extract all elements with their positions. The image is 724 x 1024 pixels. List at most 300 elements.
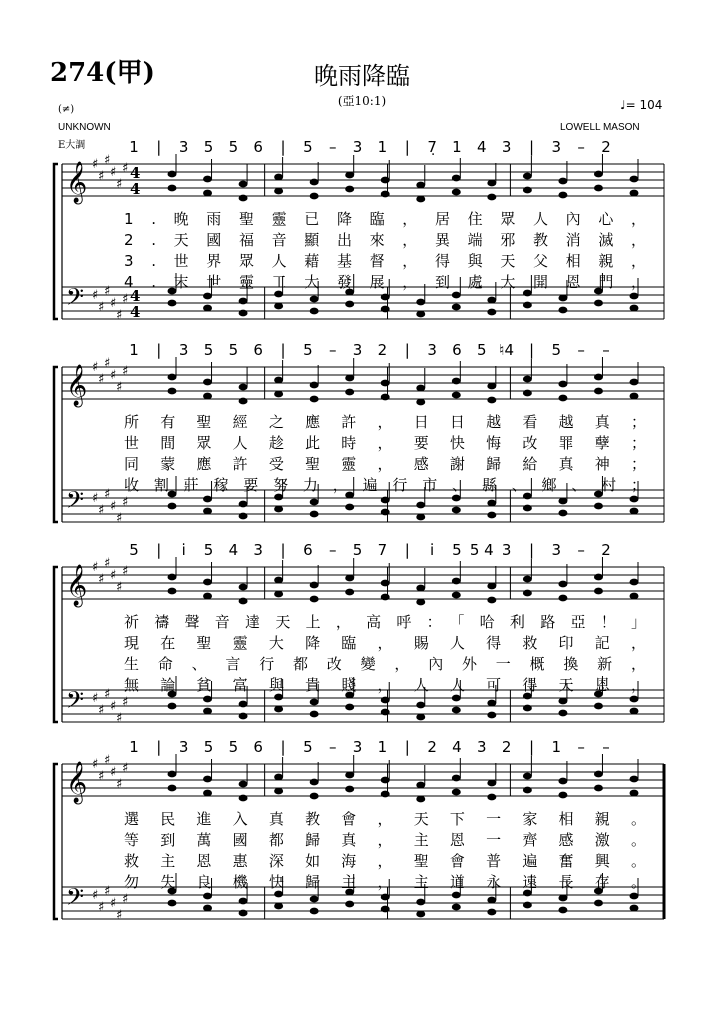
lyric-line bbox=[124, 413, 646, 431]
lyric-line bbox=[124, 634, 646, 652]
notehead bbox=[416, 911, 425, 918]
notehead bbox=[523, 376, 532, 383]
notehead bbox=[381, 791, 390, 798]
notehead bbox=[558, 381, 567, 388]
system-bracket bbox=[54, 567, 58, 722]
jianpu-note: 1 bbox=[129, 341, 139, 359]
sharp-icon: ♯ bbox=[110, 296, 117, 311]
notehead bbox=[594, 171, 603, 178]
jianpu-note: 5 bbox=[228, 138, 239, 156]
lyric-text: 救主恩惠深如海，聖會普遍奮興。 bbox=[124, 852, 646, 870]
jianpu-note: 1 bbox=[377, 738, 388, 756]
notehead bbox=[594, 771, 603, 778]
notehead bbox=[345, 186, 354, 193]
notehead bbox=[274, 694, 283, 701]
time-signature: 4 bbox=[130, 180, 141, 198]
jianpu-note: | bbox=[156, 138, 162, 156]
jianpu-note: | bbox=[528, 341, 535, 359]
sharp-icon: ♯ bbox=[104, 753, 111, 768]
notehead bbox=[594, 785, 603, 792]
notehead bbox=[168, 703, 177, 710]
jianpu-note: 1 bbox=[452, 138, 462, 156]
notehead bbox=[523, 787, 532, 794]
notehead bbox=[310, 582, 319, 589]
notehead bbox=[416, 385, 425, 392]
lyric-line bbox=[124, 613, 646, 631]
notehead bbox=[487, 180, 496, 187]
notehead bbox=[345, 786, 354, 793]
jianpu-note: ♮4 bbox=[499, 341, 515, 359]
jianpu-note: 3 bbox=[551, 138, 562, 156]
jianpu-note: | bbox=[528, 738, 535, 756]
notehead bbox=[310, 896, 319, 903]
jianpu-note: – bbox=[328, 138, 337, 156]
scripture-reference: (亞10:1) bbox=[337, 94, 387, 108]
sharp-icon: ♯ bbox=[92, 360, 99, 375]
treble-staff bbox=[62, 153, 664, 204]
notehead bbox=[416, 399, 425, 406]
jianpu-note: | bbox=[156, 541, 162, 559]
jianpu-line bbox=[129, 138, 611, 156]
notehead bbox=[523, 902, 532, 909]
sharp-icon: ♯ bbox=[92, 560, 99, 575]
lyric-text: 所有聖經之應許，日日越看越真； bbox=[124, 413, 646, 431]
notehead bbox=[452, 592, 461, 599]
lyric-line bbox=[124, 231, 646, 249]
notehead bbox=[239, 795, 248, 802]
time-signature: 4 bbox=[130, 287, 141, 305]
notehead bbox=[239, 384, 248, 391]
key-signature-label: E大調 bbox=[58, 140, 86, 151]
notehead bbox=[168, 491, 177, 498]
lyric-line bbox=[124, 831, 646, 849]
notehead bbox=[381, 709, 390, 716]
notehead bbox=[523, 590, 532, 597]
lyric-line bbox=[124, 273, 646, 291]
jianpu-note: | bbox=[404, 541, 410, 559]
notehead bbox=[239, 713, 248, 720]
notehead bbox=[239, 501, 248, 508]
notehead bbox=[487, 780, 496, 787]
jianpu-note: 1 bbox=[377, 138, 388, 156]
jianpu-note: – bbox=[577, 138, 585, 156]
jianpu-note: | bbox=[280, 341, 286, 359]
jianpu-note: 1 bbox=[551, 738, 562, 756]
notehead bbox=[345, 389, 354, 396]
notehead bbox=[416, 899, 425, 906]
notehead bbox=[558, 595, 567, 602]
lyric-text: 生命、言行都改變，內外一概換新， bbox=[124, 655, 646, 673]
notehead bbox=[381, 497, 390, 504]
sharp-icon: ♯ bbox=[122, 161, 129, 176]
jianpu-note: – bbox=[602, 341, 610, 359]
jianpu-note: | bbox=[280, 738, 286, 756]
lyric-line bbox=[124, 252, 646, 270]
lyric-text: 等到萬國都歸真，主恩一齊感激。 bbox=[124, 831, 646, 849]
lyric-text: 1.晚雨聖靈已降臨，居住眾人內心， bbox=[124, 210, 646, 228]
jianpu-line bbox=[129, 541, 611, 559]
jianpu-note: 3 bbox=[352, 138, 363, 156]
notehead bbox=[168, 374, 177, 381]
sharp-icon: ♯ bbox=[122, 761, 129, 776]
notehead bbox=[203, 790, 212, 797]
notehead bbox=[452, 292, 461, 299]
meter-mark: (≠) bbox=[58, 104, 75, 115]
notehead bbox=[452, 695, 461, 702]
notehead bbox=[630, 579, 639, 586]
lyric-line bbox=[124, 434, 646, 452]
notehead bbox=[523, 576, 532, 583]
jianpu-note: 5 bbox=[303, 138, 313, 156]
notehead bbox=[381, 394, 390, 401]
jianpu-note: | bbox=[156, 341, 162, 359]
notehead bbox=[381, 580, 390, 587]
jianpu-note: 5 bbox=[203, 541, 214, 559]
notehead bbox=[416, 782, 425, 789]
jianpu-note: 2 bbox=[427, 738, 437, 756]
jianpu-note: 5 4 bbox=[469, 541, 494, 559]
sharp-icon: ♯ bbox=[116, 777, 123, 792]
jianpu-note: | bbox=[528, 541, 535, 559]
sharp-icon: ♯ bbox=[92, 888, 99, 903]
notehead bbox=[452, 304, 461, 311]
notehead bbox=[558, 698, 567, 705]
jianpu-note: 5 bbox=[477, 341, 487, 359]
notehead bbox=[239, 584, 248, 591]
notehead bbox=[558, 792, 567, 799]
notehead bbox=[274, 788, 283, 795]
notehead bbox=[310, 793, 319, 800]
notehead bbox=[168, 300, 177, 307]
jianpu-note: 5 bbox=[228, 738, 239, 756]
lyricist-credit: UNKNOWN bbox=[58, 122, 111, 133]
notehead bbox=[274, 391, 283, 398]
notehead bbox=[416, 299, 425, 306]
jianpu-note: 5 bbox=[129, 541, 139, 559]
notehead bbox=[310, 499, 319, 506]
notehead bbox=[168, 574, 177, 581]
notehead bbox=[630, 696, 639, 703]
jianpu-note: 3 bbox=[352, 341, 363, 359]
jianpu-note: 2 bbox=[601, 541, 611, 559]
notehead bbox=[487, 297, 496, 304]
jianpu-note: – bbox=[577, 738, 585, 756]
jianpu-note: 4 bbox=[452, 738, 462, 756]
notehead bbox=[345, 901, 354, 908]
notehead bbox=[203, 696, 212, 703]
jianpu-note: | bbox=[156, 738, 162, 756]
notehead bbox=[274, 591, 283, 598]
lyric-text: 無論貧富與貴賤，人人可得天恩， bbox=[124, 676, 646, 694]
notehead bbox=[630, 905, 639, 912]
notehead bbox=[310, 711, 319, 718]
notehead bbox=[345, 704, 354, 711]
notehead bbox=[239, 195, 248, 202]
sharp-icon: ♯ bbox=[116, 908, 123, 923]
notehead bbox=[345, 301, 354, 308]
notehead bbox=[381, 294, 390, 301]
sharp-icon: ♯ bbox=[110, 499, 117, 514]
notehead bbox=[345, 772, 354, 779]
sharp-icon: ♯ bbox=[104, 556, 111, 571]
jianpu-note: | bbox=[404, 341, 410, 359]
notehead bbox=[487, 700, 496, 707]
notehead bbox=[523, 302, 532, 309]
notehead bbox=[274, 506, 283, 513]
notehead bbox=[416, 714, 425, 721]
notehead bbox=[310, 511, 319, 518]
notehead bbox=[416, 196, 425, 203]
notehead bbox=[523, 290, 532, 297]
lyric-line bbox=[124, 655, 646, 673]
lyric-line bbox=[124, 810, 646, 828]
notehead bbox=[239, 598, 248, 605]
bass-staff bbox=[62, 676, 664, 726]
notehead bbox=[487, 397, 496, 404]
sharp-icon: ♯ bbox=[98, 372, 105, 387]
notehead bbox=[630, 190, 639, 197]
notehead bbox=[310, 296, 319, 303]
lyric-line bbox=[124, 455, 646, 473]
notehead bbox=[274, 577, 283, 584]
sharp-icon: ♯ bbox=[98, 300, 105, 315]
jianpu-note: 3 bbox=[178, 138, 189, 156]
jianpu-note: 3 bbox=[352, 738, 363, 756]
notehead bbox=[487, 909, 496, 916]
sharp-icon: ♯ bbox=[98, 769, 105, 784]
notehead bbox=[239, 513, 248, 520]
jianpu-line bbox=[129, 341, 610, 359]
notehead bbox=[487, 309, 496, 316]
bass-clef-icon: 𝄢 bbox=[66, 883, 85, 916]
notehead bbox=[630, 708, 639, 715]
bass-clef-icon: 𝄢 bbox=[66, 686, 85, 719]
notehead bbox=[523, 390, 532, 397]
notehead bbox=[523, 187, 532, 194]
notehead bbox=[487, 194, 496, 201]
notehead bbox=[345, 172, 354, 179]
jianpu-note: | bbox=[280, 541, 286, 559]
time-signature: 4 bbox=[130, 164, 141, 182]
notehead bbox=[452, 904, 461, 911]
notehead bbox=[558, 778, 567, 785]
notehead bbox=[487, 712, 496, 719]
notehead bbox=[416, 514, 425, 521]
jianpu-note: 2 bbox=[601, 138, 611, 156]
hymn-title: 晚雨降臨 bbox=[314, 62, 410, 90]
lyric-line bbox=[124, 873, 646, 891]
jianpu-note: 2 bbox=[377, 341, 388, 359]
notehead bbox=[523, 705, 532, 712]
notehead bbox=[630, 508, 639, 515]
notehead bbox=[558, 895, 567, 902]
jianpu-note: 4 bbox=[477, 138, 487, 156]
notehead bbox=[239, 398, 248, 405]
notehead bbox=[594, 374, 603, 381]
sharp-icon: ♯ bbox=[122, 564, 129, 579]
jianpu-note: 3 bbox=[477, 738, 487, 756]
notehead bbox=[274, 303, 283, 310]
sharp-icon: ♯ bbox=[98, 900, 105, 915]
system-bracket bbox=[54, 367, 58, 522]
jianpu-note: 7̣ bbox=[427, 138, 437, 156]
notehead bbox=[274, 706, 283, 713]
jianpu-note: | bbox=[404, 138, 410, 156]
sharp-icon: ♯ bbox=[122, 892, 129, 907]
notehead bbox=[558, 395, 567, 402]
sharp-icon: ♯ bbox=[92, 691, 99, 706]
notehead bbox=[381, 894, 390, 901]
notehead bbox=[452, 892, 461, 899]
notehead bbox=[452, 507, 461, 514]
notehead bbox=[452, 392, 461, 399]
notehead bbox=[168, 785, 177, 792]
notehead bbox=[452, 789, 461, 796]
bass-clef-icon: 𝄢 bbox=[66, 283, 85, 316]
notehead bbox=[487, 794, 496, 801]
notehead bbox=[203, 593, 212, 600]
notehead bbox=[630, 776, 639, 783]
treble-staff bbox=[62, 556, 664, 607]
notehead bbox=[168, 185, 177, 192]
notehead bbox=[558, 510, 567, 517]
sharp-icon: ♯ bbox=[98, 169, 105, 184]
notehead bbox=[239, 781, 248, 788]
jianpu-note: 3 bbox=[551, 541, 562, 559]
notehead bbox=[239, 910, 248, 917]
notehead bbox=[274, 188, 283, 195]
notehead bbox=[416, 599, 425, 606]
sharp-icon: ♯ bbox=[92, 288, 99, 303]
jianpu-note: | bbox=[528, 138, 535, 156]
notehead bbox=[274, 291, 283, 298]
notehead bbox=[381, 697, 390, 704]
notehead bbox=[630, 496, 639, 503]
jianpu-note: 5 bbox=[452, 541, 462, 559]
notehead bbox=[487, 500, 496, 507]
notehead bbox=[381, 306, 390, 313]
notehead bbox=[203, 893, 212, 900]
sharp-icon: ♯ bbox=[116, 711, 123, 726]
sharp-icon: ♯ bbox=[116, 511, 123, 526]
notehead bbox=[239, 701, 248, 708]
lyric-text: 現在聖靈大降臨，賜人得救印記， bbox=[124, 634, 646, 652]
notehead bbox=[310, 179, 319, 186]
notehead bbox=[416, 311, 425, 318]
jianpu-note: 6 bbox=[253, 738, 263, 756]
lyric-text: 4.末世靈工大發展，到處大開恩門， bbox=[124, 273, 646, 291]
jianpu-note: 5 bbox=[228, 341, 239, 359]
notehead bbox=[594, 503, 603, 510]
notehead bbox=[487, 583, 496, 590]
bass-staff bbox=[62, 873, 664, 923]
treble-clef-icon: 𝄞 bbox=[66, 565, 88, 606]
notehead bbox=[416, 182, 425, 189]
notehead bbox=[558, 581, 567, 588]
sharp-icon: ♯ bbox=[116, 308, 123, 323]
notehead bbox=[594, 574, 603, 581]
jianpu-note: | bbox=[404, 738, 410, 756]
system-bracket bbox=[54, 764, 58, 919]
treble-clef-icon: 𝄞 bbox=[66, 762, 88, 803]
sharp-icon: ♯ bbox=[104, 153, 111, 168]
notehead bbox=[558, 192, 567, 199]
notehead bbox=[381, 509, 390, 516]
notehead bbox=[416, 502, 425, 509]
notehead bbox=[310, 308, 319, 315]
sharp-icon: ♯ bbox=[104, 356, 111, 371]
notehead bbox=[452, 707, 461, 714]
system-bracket bbox=[54, 164, 58, 319]
notehead bbox=[630, 379, 639, 386]
sharp-icon: ♯ bbox=[98, 703, 105, 718]
sharp-icon: ♯ bbox=[104, 487, 111, 502]
notehead bbox=[345, 575, 354, 582]
jianpu-note: – bbox=[328, 341, 337, 359]
notehead bbox=[594, 703, 603, 710]
notehead bbox=[594, 588, 603, 595]
notehead bbox=[381, 380, 390, 387]
lyric-line bbox=[124, 210, 646, 228]
jianpu-note: – bbox=[577, 341, 585, 359]
notehead bbox=[345, 375, 354, 382]
notehead bbox=[310, 396, 319, 403]
jianpu-note: 5 bbox=[352, 541, 363, 559]
jianpu-note: 1 bbox=[129, 738, 139, 756]
notehead bbox=[452, 775, 461, 782]
sharp-icon: ♯ bbox=[104, 884, 111, 899]
notehead bbox=[523, 173, 532, 180]
lyric-text: 收割莊稼要努力，遍行市、縣、鄉、村； bbox=[124, 476, 647, 494]
jianpu-note: 6 bbox=[253, 341, 263, 359]
jianpu-note: 5 bbox=[203, 341, 214, 359]
lyric-text: 3.世界眾人藉基督，得與天父相親， bbox=[124, 252, 646, 270]
sharp-icon: ♯ bbox=[104, 687, 111, 702]
jianpu-note: – bbox=[602, 738, 610, 756]
notehead bbox=[239, 298, 248, 305]
notehead bbox=[168, 588, 177, 595]
notehead bbox=[487, 383, 496, 390]
notehead bbox=[203, 379, 212, 386]
sharp-icon: ♯ bbox=[122, 364, 129, 379]
sharp-icon: ♯ bbox=[116, 380, 123, 395]
bass-clef-icon: 𝄢 bbox=[66, 486, 85, 519]
notehead bbox=[310, 596, 319, 603]
jianpu-note: i̇ bbox=[181, 541, 186, 559]
notehead bbox=[630, 893, 639, 900]
lyric-text: 祈禱聲音達天上，高呼：「哈利路亞！」 bbox=[124, 613, 647, 631]
notehead bbox=[558, 710, 567, 717]
jianpu-note: – bbox=[328, 738, 337, 756]
jianpu-note: 3 bbox=[501, 541, 512, 559]
sharp-icon: ♯ bbox=[110, 896, 117, 911]
notehead bbox=[381, 906, 390, 913]
notehead bbox=[345, 504, 354, 511]
notehead bbox=[274, 774, 283, 781]
sharp-icon: ♯ bbox=[104, 284, 111, 299]
notehead bbox=[168, 503, 177, 510]
notehead bbox=[630, 176, 639, 183]
notehead bbox=[523, 773, 532, 780]
notehead bbox=[239, 181, 248, 188]
jianpu-line bbox=[129, 738, 610, 756]
notehead bbox=[274, 494, 283, 501]
notehead bbox=[310, 699, 319, 706]
jianpu-note: 6 bbox=[303, 541, 313, 559]
notehead bbox=[203, 176, 212, 183]
lyric-text: 勿失良機快歸主，主道永遠長存。 bbox=[124, 873, 646, 891]
lyric-line bbox=[124, 852, 646, 870]
